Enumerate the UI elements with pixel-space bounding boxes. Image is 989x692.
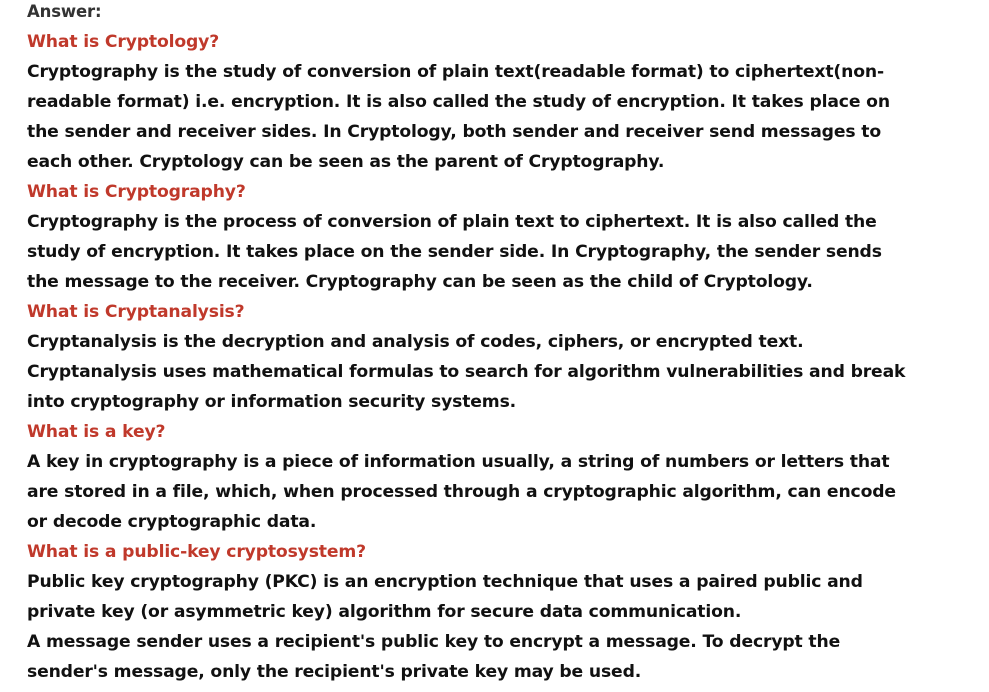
answer-paragraph: A message sender uses a recipient's public key to encrypt a message. To decrypt the sender's message, only the recipient's private key may be used.	[27, 632, 841, 682]
section-cryptology	[27, 27, 967, 177]
document-body	[27, 0, 967, 687]
answer-label: Answer:	[27, 2, 102, 21]
answer-paragraph: Cryptography is the study of conversion of plain text(readable format) to ciphertext(non-readable format) i.e. encryption. It is also called the study of encryption. It takes place on the sender and receiver sides. In Cryptology, both sender and receiver send messages to each other. Cryptology can be seen as the parent of Cryptography.	[27, 62, 890, 172]
section-cryptography	[27, 177, 967, 297]
answer-paragraph: Cryptography is the process of conversion of plain text to ciphertext. It is also called the study of encryption. It takes place on the sender side. In Cryptography, the sender sends the message to the receiver. Cryptography can be seen as the child of Cryptology.	[27, 212, 882, 292]
section-cryptanalysis	[27, 297, 967, 417]
question-heading: What is Cryptography?	[27, 182, 246, 202]
answer-paragraph: Cryptanalysis is the decryption and analysis of codes, ciphers, or encrypted text. Cryptanalysis uses mathematical formulas to search for algorithm vulnerabilities and break into cryptography or information security systems.	[27, 332, 906, 412]
question-heading: What is Cryptology?	[27, 32, 220, 52]
section-key	[27, 417, 967, 537]
question-heading: What is Cryptanalysis?	[27, 302, 245, 322]
answer-paragraph: Public key cryptography (PKC) is an encryption technique that uses a paired public and private key (or asymmetric key) algorithm for secure data communication.	[27, 572, 863, 622]
question-heading: What is a public-key cryptosystem?	[27, 542, 366, 562]
question-heading: What is a key?	[27, 422, 166, 442]
answer-paragraph: A key in cryptography is a piece of information usually, a string of numbers or letters that are stored in a file, which, when processed through a cryptographic algorithm, can encode or decode cryptographic data.	[27, 452, 896, 532]
section-public-key-cryptosystem	[27, 537, 967, 687]
